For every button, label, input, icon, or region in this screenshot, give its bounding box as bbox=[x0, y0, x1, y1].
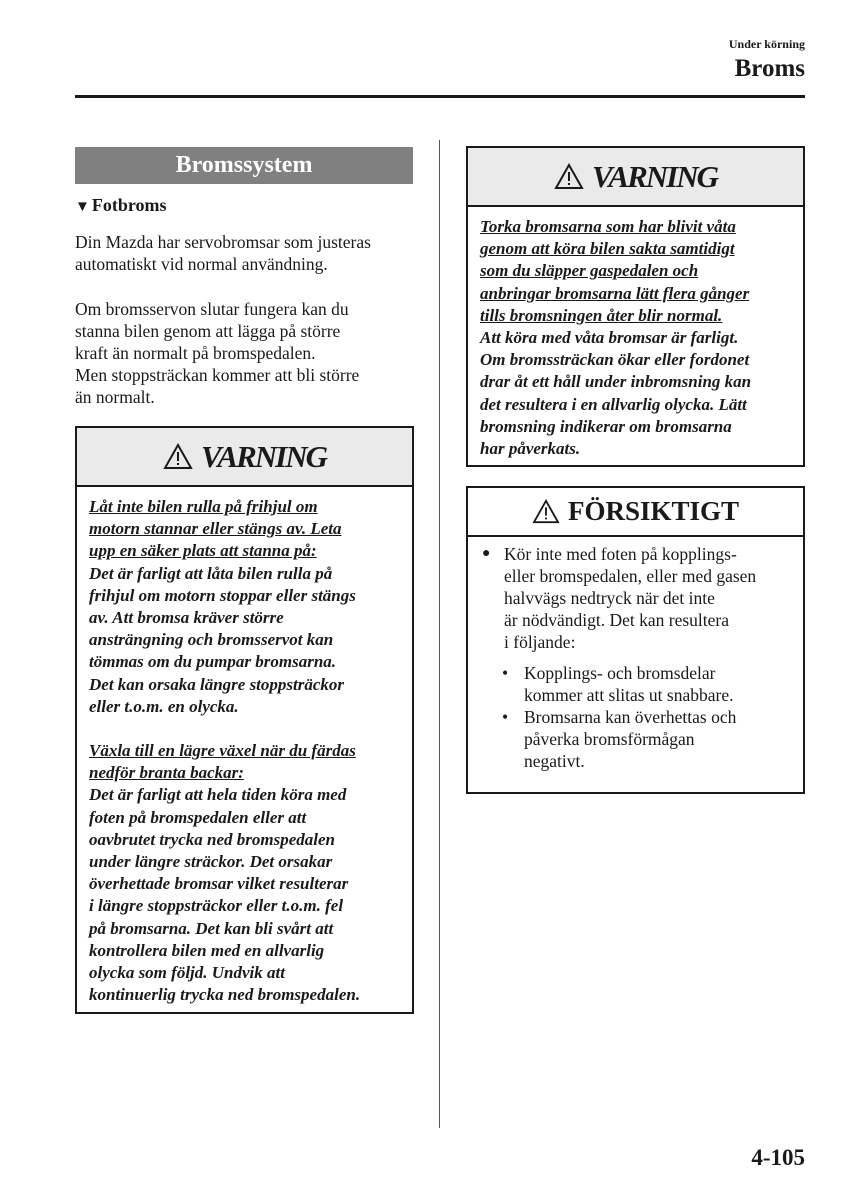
caution-sub-line: Bromsarna kan överhettas och bbox=[524, 707, 737, 727]
paragraph-line: Men stoppsträckan kommer att bli större bbox=[75, 365, 360, 385]
warning-underlined-line: Växla till en lägre växel när du färdas bbox=[89, 741, 356, 761]
caution-line: eller bromspedalen, eller med gasen bbox=[504, 566, 757, 586]
paragraph-line: kraft än normalt på bromspedalen. bbox=[75, 343, 316, 363]
subheading-label: Fotbroms bbox=[91, 195, 167, 215]
warning-underlined-line: upp en säker plats att stanna på: bbox=[89, 541, 317, 561]
caution-sub-bullet bbox=[480, 662, 756, 706]
caution-line: Kör inte med foten på kopplings- bbox=[504, 544, 737, 564]
warning-line: Det kan orsaka längre stoppsträckor bbox=[89, 674, 345, 694]
caution-box bbox=[466, 486, 805, 794]
warning-line: av. Att bromsa kräver större bbox=[89, 608, 284, 628]
warning-body bbox=[480, 216, 751, 460]
paragraph-line: Om bromsservon slutar fungera kan du bbox=[75, 299, 349, 319]
subheading bbox=[75, 195, 167, 216]
caution-bullet bbox=[480, 543, 756, 653]
warning-line: det resultera i en allvarlig olycka. Lätt bbox=[480, 394, 747, 414]
warning-underlined-line: Låt inte bilen rulla på frihjul om bbox=[89, 497, 318, 516]
warning-line: tömmas om du pumpar bromsarna. bbox=[89, 652, 337, 672]
page-number: 4-105 bbox=[751, 1145, 805, 1170]
caution-line: är nödvändigt. Det kan resultera bbox=[504, 610, 729, 630]
warning-underlined-line: Torka bromsarna som har blivit våta bbox=[480, 217, 736, 236]
sub-bullet-icon: • bbox=[502, 707, 509, 727]
warning-line: Det är farligt att hela tiden köra med bbox=[89, 785, 347, 805]
warning-line: under längre sträckor. Det orsakar bbox=[89, 852, 333, 872]
triangle-down-icon: ▼ bbox=[75, 199, 90, 215]
warning-underlined-line: tills bromsningen åter blir normal. bbox=[480, 305, 723, 325]
warning-triangle-icon bbox=[554, 163, 584, 190]
warning-line: foten på bromspedalen eller att bbox=[89, 807, 307, 827]
caution-title: FÖRSIKTIGT bbox=[567, 496, 740, 526]
caution-sub-line: negativt. bbox=[524, 751, 585, 771]
warning-line: bromsning indikerar om bromsarna bbox=[480, 416, 732, 436]
warning-underlined-line: motorn stannar eller stängs av. Leta bbox=[89, 519, 342, 539]
warning-line: Om bromssträckan ökar eller fordonet bbox=[480, 350, 750, 370]
caution-line: i följande: bbox=[504, 632, 576, 652]
warning-line: kontinuerlig trycka ned bromspedalen. bbox=[89, 985, 361, 1005]
warning-line: olycka som följd. Undvik att bbox=[89, 963, 285, 983]
warning-underlined-line: som du släpper gaspedalen och bbox=[480, 261, 699, 281]
warning-line: på bromsarna. Det kan bli svårt att bbox=[89, 918, 334, 938]
paragraph-line: än normalt. bbox=[75, 387, 155, 407]
warning-box-right bbox=[466, 146, 805, 467]
caution-header bbox=[468, 488, 803, 537]
warning-line: har påverkats. bbox=[480, 439, 581, 459]
section-heading: Bromssystem bbox=[75, 147, 413, 184]
warning-box-left bbox=[75, 426, 414, 1014]
warning-triangle-icon bbox=[163, 443, 193, 470]
warning-line: kontrollera bilen med en allvarlig bbox=[89, 940, 325, 960]
paragraph-line: automatiskt vid normal användning. bbox=[75, 254, 328, 274]
warning-line: ansträngning och bromsservot kan bbox=[89, 630, 334, 650]
paragraph-line: stanna bilen genom att lägga på större bbox=[75, 321, 341, 341]
warning-line: frihjul om motorn stoppar eller stängs bbox=[89, 585, 356, 605]
warning-underlined-line: anbringar bromsarna lätt flera gånger bbox=[480, 283, 750, 303]
column-separator bbox=[439, 140, 440, 1128]
warning-underlined-line: genom att köra bilen sakta samtidigt bbox=[480, 239, 735, 259]
header-section-label: Under körning bbox=[728, 37, 805, 51]
paragraph-2 bbox=[75, 298, 420, 408]
sub-bullet-icon: • bbox=[502, 663, 509, 683]
paragraph-line: Din Mazda har servobromsar som justeras bbox=[75, 232, 371, 252]
warning-underlined-line: nedför branta backar: bbox=[89, 763, 244, 783]
header-rule bbox=[75, 95, 805, 98]
warning-line: i längre stoppsträckor eller t.o.m. fel bbox=[89, 896, 344, 916]
warning-title: VARNING bbox=[592, 158, 717, 194]
warning-line: överhettade bromsar vilket resulterar bbox=[89, 874, 349, 894]
warning-line: oavbrutet trycka ned bromspedalen bbox=[89, 829, 336, 849]
caution-sub-line: påverka bromsförmågan bbox=[524, 729, 695, 749]
header-title: Broms bbox=[734, 55, 805, 82]
paragraph-1 bbox=[75, 231, 420, 275]
warning-triangle-icon bbox=[532, 499, 560, 524]
warning-line: Att köra med våta bromsar är farligt. bbox=[480, 328, 739, 348]
caution-body bbox=[480, 543, 756, 772]
warning-body bbox=[89, 496, 360, 1006]
warning-title: VARNING bbox=[201, 438, 326, 474]
caution-line: halvvägs nedtryck när det inte bbox=[504, 588, 715, 608]
warning-header bbox=[468, 148, 803, 207]
warning-header bbox=[77, 428, 412, 487]
bullet-icon: ● bbox=[482, 546, 491, 561]
caution-sub-line: kommer att slitas ut snabbare. bbox=[524, 685, 734, 705]
warning-line: eller t.o.m. en olycka. bbox=[89, 696, 239, 716]
warning-line: Det är farligt att låta bilen rulla på bbox=[89, 563, 333, 583]
caution-sub-bullet bbox=[480, 706, 756, 772]
caution-sub-line: Kopplings- och bromsdelar bbox=[524, 663, 716, 683]
warning-line: drar åt ett håll under inbromsning kan bbox=[480, 372, 752, 392]
